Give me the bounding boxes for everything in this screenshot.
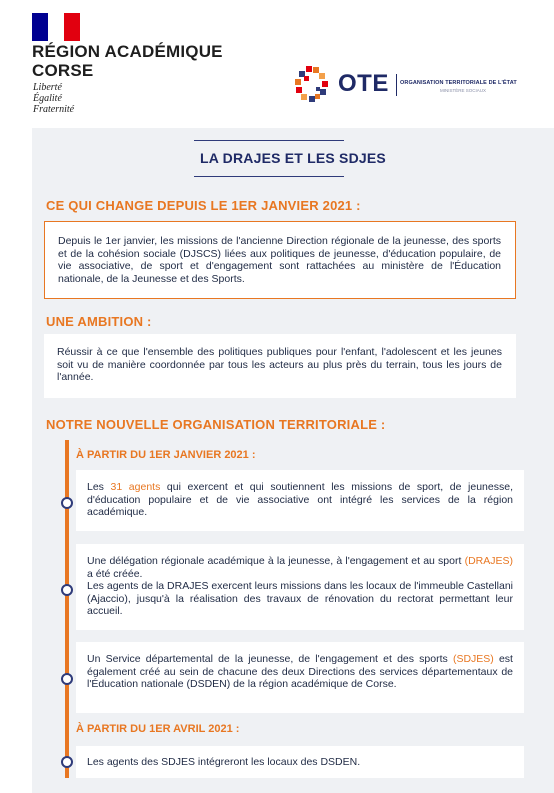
section-change-text: Depuis le 1er janvier, les missions de l'ancienne Direction régionale de la jeunesse, des sports et de la cohésion sociale (DJSCS) liées aux politiques de jeunesse, d'éducation populaire, de vie associative, de sport et d'engagement sont rattachées au ministère de l'Éducation nationale, de la Jeunesse et des Sports. — [58, 235, 501, 285]
motto-liberte: Liberté — [33, 82, 62, 93]
timeline-item-sdjes: Un Service départemental de la jeunesse, de l'engagement et des sports (SDJES) est également créé au sein de chacune des deux Directions des services départementaux de l'Éducation nationale (DSDEN) de la région académique de Corse. — [76, 642, 524, 713]
title-rule-top — [194, 140, 344, 141]
ote-name: OTE — [338, 70, 389, 97]
page-title: LA DRAJES ET LES SDJES — [200, 150, 386, 166]
section-organisation-heading: NOTRE NOUVELLE ORGANISATION TERRITORIALE : — [46, 417, 386, 432]
timeline-dot — [61, 756, 73, 768]
highlight-sdjes: (SDJES) — [452, 653, 494, 665]
highlight-31-agents: 31 agents — [110, 481, 161, 493]
section-ambition-heading: UNE AMBITION : — [46, 314, 152, 329]
ote-separator — [396, 74, 397, 96]
highlight-drajes: (DRAJES) — [464, 555, 513, 567]
ote-desc-line-2: MINISTÈRE SOCIAUX — [440, 88, 487, 93]
ote-desc-line-1: ORGANISATION TERRITORIALE DE L'ÉTAT — [400, 80, 517, 86]
subheading-april: À PARTIR DU 1ER AVRIL 2021 : — [76, 723, 240, 735]
motto-fraternite: Fraternité — [33, 104, 75, 115]
section-ambition-text: Réussir à ce que l'ensemble des politiques publiques pour l'enfant, l'adolescent et les jeunes soit vu de manière coordonnée par tous les acteurs au plus près du terrain, tous les jours de l'année. — [57, 346, 502, 383]
content-panel — [32, 128, 554, 793]
drajes-location-text: Les agents de la DRAJES exercent leurs missions dans les locaux de l'immeuble Castellani (Ajaccio), jusqu'à la réalisation des travaux de rénovation du rectorat permettant leur accueil. — [87, 580, 513, 617]
timeline-line — [65, 440, 69, 778]
region-name — [32, 42, 223, 80]
dsden-text: Les agents des SDJES intégreront les locaux des DSDEN. — [87, 756, 361, 768]
ote-description — [400, 80, 530, 93]
timeline-item-agents: Les 31 agents qui exercent et qui soutiennent les missions de sport, de jeunesse, d'éducation populaire et de vie associative ont intégré les services de la région académique. — [76, 470, 524, 531]
french-flag-icon — [32, 13, 80, 41]
timeline-dot — [61, 584, 73, 596]
timeline-item-drajes: Une délégation régionale académique à la jeunesse, à l'engagement et au sport (DRAJES) a été créée. Les agents de la DRAJES exercent leurs missions dans les locaux de l'immeuble Castellani (Ajaccio), jusqu'à la réalisation des travaux de rénovation du rectorat permettant leur accueil. — [76, 544, 524, 630]
motto-egalite: Égalité — [33, 93, 62, 104]
timeline-item-dsden — [76, 746, 524, 778]
timeline-dot — [61, 673, 73, 685]
section-ambition-box — [44, 334, 516, 398]
section-change-box — [44, 221, 516, 299]
region-line-1: RÉGION ACADÉMIQUE — [32, 42, 223, 61]
ote-logo-icon — [292, 64, 332, 104]
subheading-january: À PARTIR DU 1ER JANVIER 2021 : — [76, 449, 256, 461]
region-line-2: CORSE — [32, 61, 94, 80]
page-header — [0, 0, 554, 128]
section-change-heading: CE QUI CHANGE DEPUIS LE 1ER JANVIER 2021 : — [46, 198, 361, 213]
republic-motto — [33, 82, 74, 115]
title-rule-bottom — [194, 176, 344, 177]
timeline-dot — [61, 497, 73, 509]
